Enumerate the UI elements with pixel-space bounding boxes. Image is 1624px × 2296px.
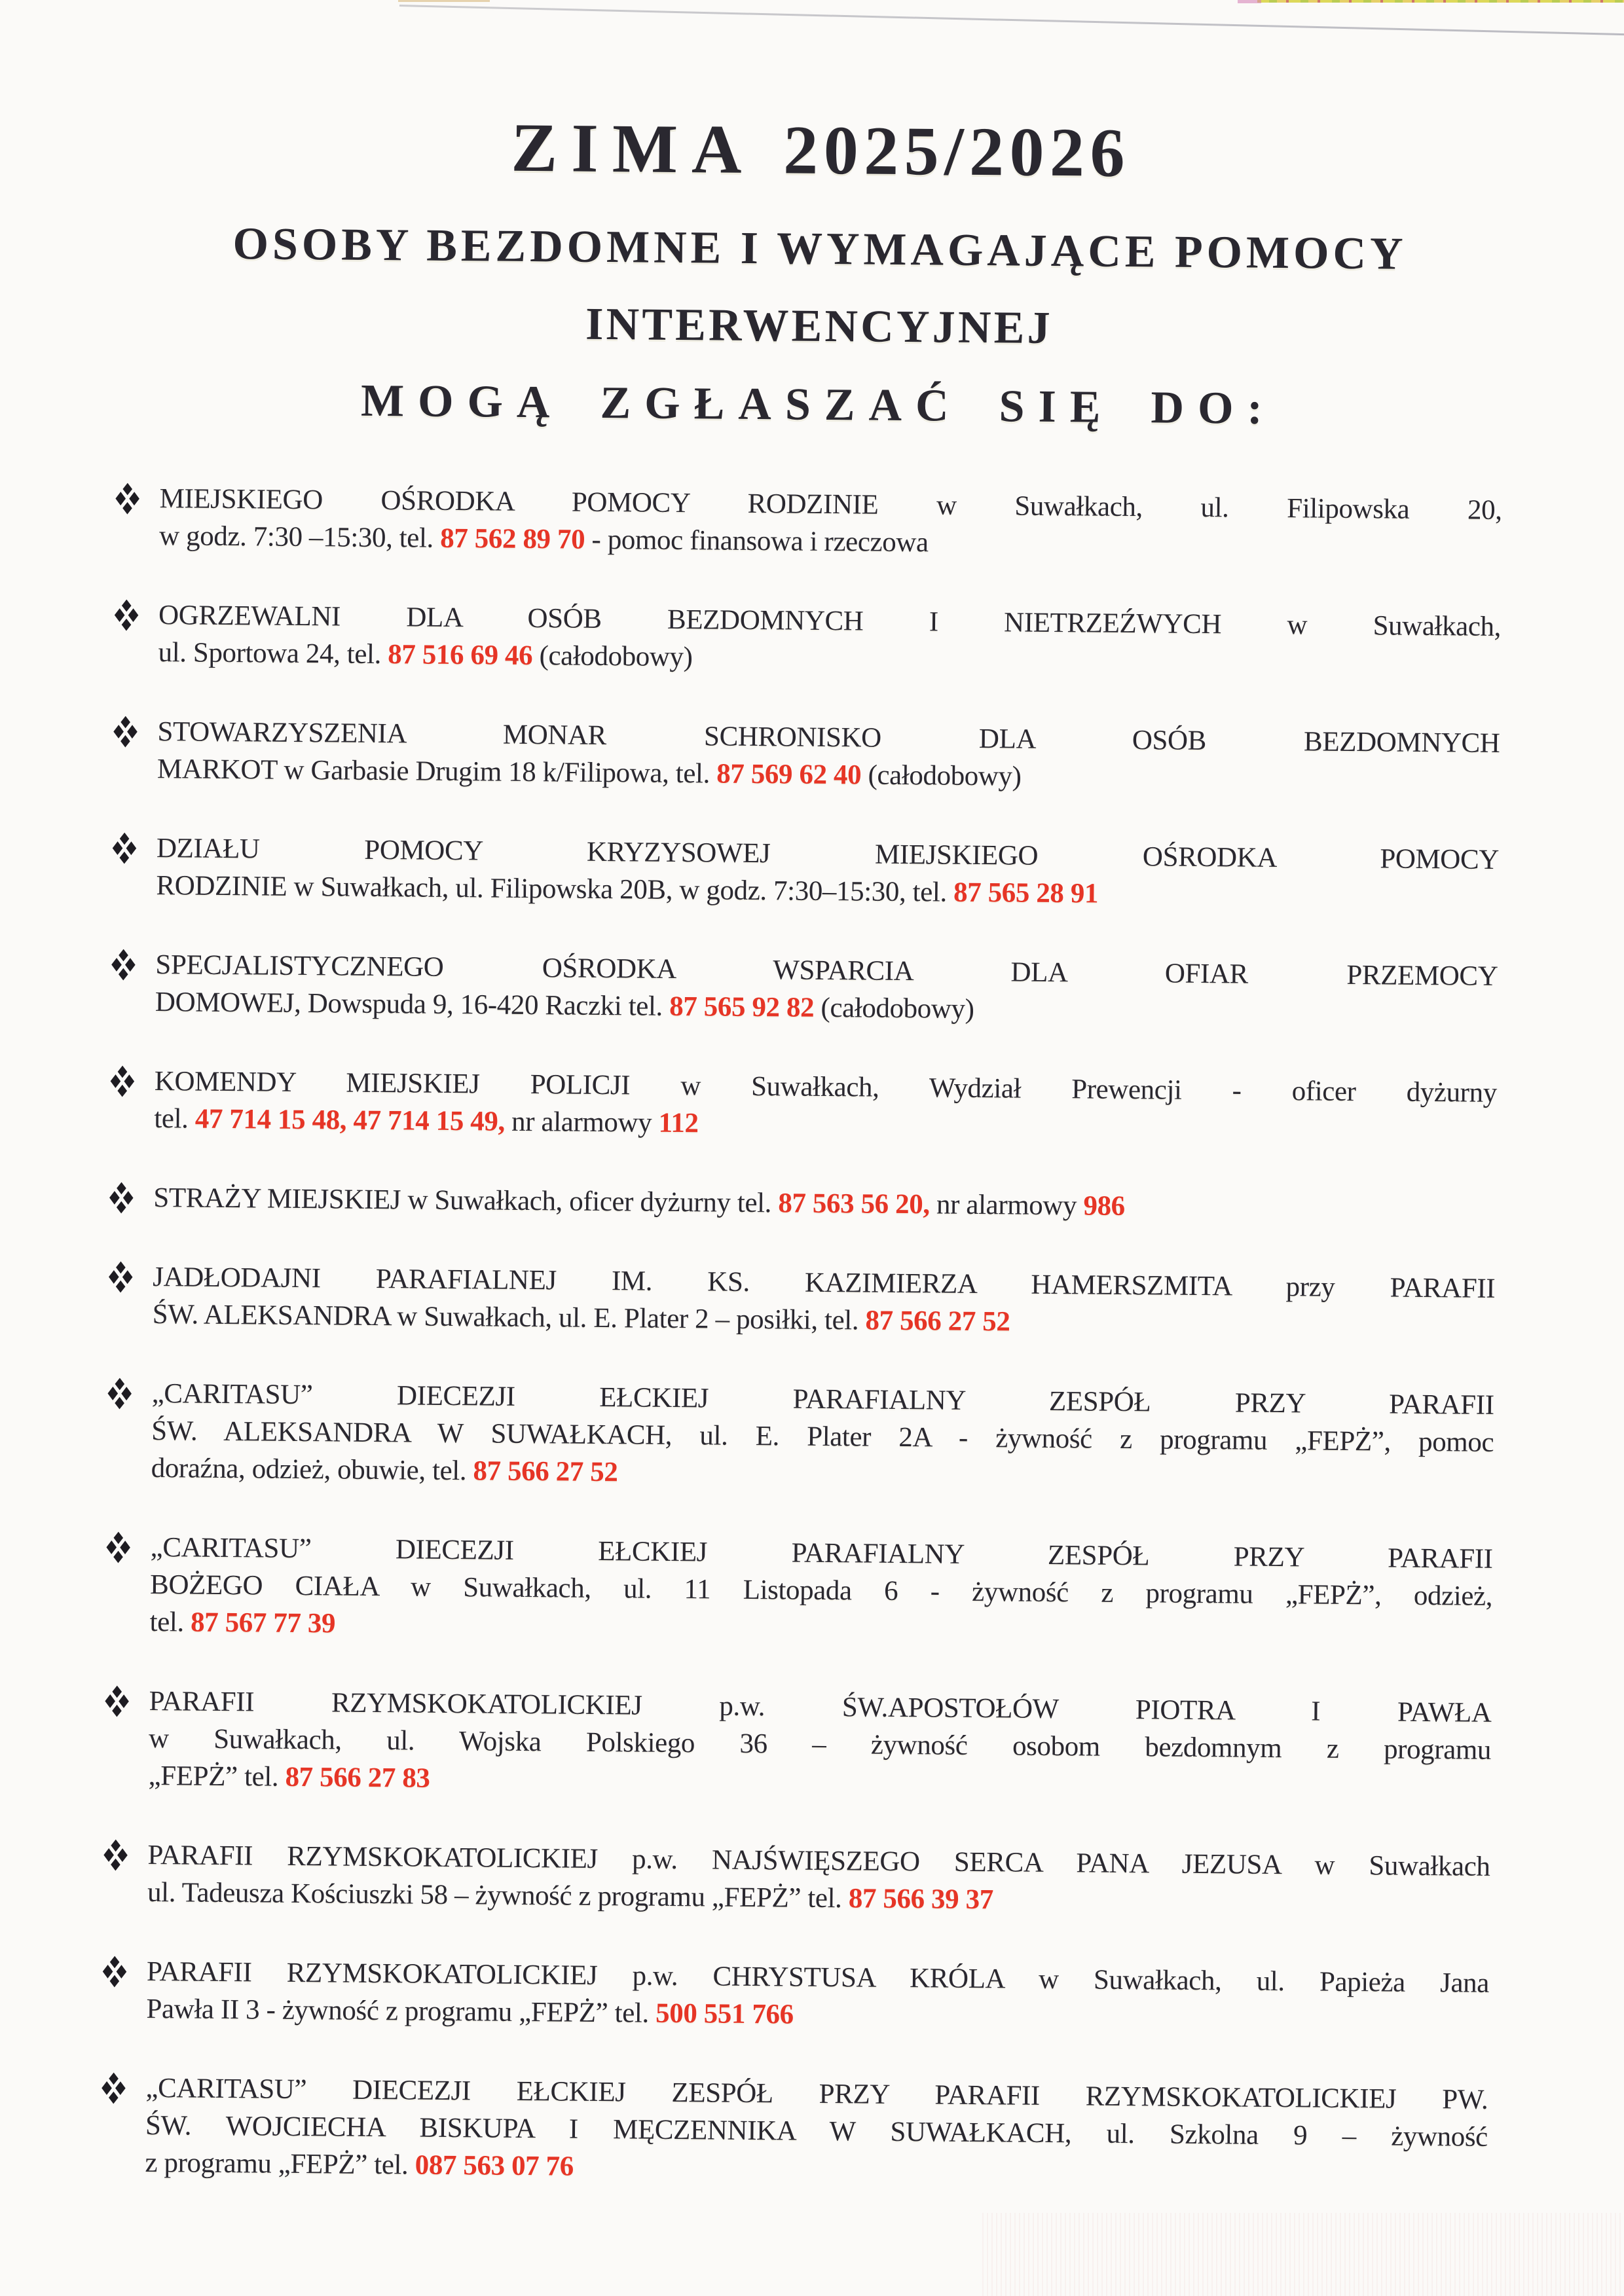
text-segment: DZIAŁU POMOCY KRYZYSOWEJ MIEJSKIEGO OŚRODKA POMOCY xyxy=(156,833,1500,875)
phone-number: 47 714 15 49, xyxy=(353,1104,506,1137)
subtitle-line-2: INTERWENCYJNEJ xyxy=(585,299,1054,354)
text-segment: KOMENDY MIEJSKIEJ POLICJI w Suwałkach, Wydział Prewencji - oficer dyżurny xyxy=(154,1066,1497,1108)
text-segment: (całodobowy) xyxy=(861,759,1022,792)
text-segment: ŚW. ALEKSANDRA w Suwałkach, ul. E. Plater 2 – posiłki, tel. xyxy=(152,1299,866,1336)
diamond-bullet-icon xyxy=(111,832,138,865)
list-item xyxy=(99,2069,1488,2193)
list-item xyxy=(100,1952,1489,2039)
text-segment: „FEPŻ” tel. xyxy=(148,1760,286,1793)
page-title xyxy=(9,109,1624,192)
scan-artifact-pink-speck xyxy=(1238,0,1261,3)
phone-number: 986 xyxy=(1083,1190,1125,1222)
text-segment: tel. xyxy=(149,1607,191,1638)
list-item-text xyxy=(148,1683,1491,1806)
diamond-bullet-icon xyxy=(107,1182,135,1214)
text-segment: „CARITASU” DIECEZJI EŁCKIEJ PARAFIALNY ZESPÓŁ PRZY PARAFII xyxy=(150,1532,1493,1575)
list-item-text xyxy=(156,829,1499,916)
text-segment: doraźna, odzież, obuwie, tel. xyxy=(151,1453,473,1487)
phone-number: 87 566 27 52 xyxy=(473,1455,618,1488)
phone-number: 47 714 15 48, xyxy=(194,1103,347,1136)
list-item-text xyxy=(151,1375,1494,1499)
phone-number: 87 569 62 40 xyxy=(716,758,862,791)
phone-number: 500 551 766 xyxy=(655,1997,794,2030)
text-segment: MARKOT w Garbasie Drugim 18 k/Filipowa, tel. xyxy=(157,754,717,790)
list-item xyxy=(101,1836,1490,1922)
list-item-text xyxy=(155,946,1498,1032)
list-item xyxy=(111,712,1500,799)
text-segment: SPECJALISTYCZNEGO OŚRODKA WSPARCIA DLA OFIAR PRZEMOCY xyxy=(155,949,1498,992)
text-segment: nr alarmowy xyxy=(929,1189,1084,1222)
text-segment: - pomoc finansowa i rzeczowa xyxy=(584,524,929,558)
text-segment xyxy=(346,1105,354,1136)
text-segment: w godz. 7:30 –15:30, tel. xyxy=(158,520,441,554)
text-segment: Pawła II 3 - żywność z programu „FEPŻ” tel. xyxy=(146,1994,656,2029)
diamond-bullet-icon xyxy=(109,1065,136,1098)
title-season: ZIMA xyxy=(511,109,756,189)
scan-artifact-top-right-strip xyxy=(1257,0,1624,3)
list-item xyxy=(109,945,1498,1032)
list-item xyxy=(103,1528,1492,1652)
text-segment: PARAFII RZYMSKOKATOLICKIEJ p.w. NAJŚWIĘSZEGO SERCA PANA JEZUSA w Suwałkach xyxy=(147,1840,1490,1882)
list-item-text xyxy=(154,1063,1497,1149)
diamond-bullet-icon xyxy=(101,1839,129,1872)
text-segment: DOMOWEJ, Dowspuda 9, 16-420 Raczki tel. xyxy=(155,987,670,1022)
text-segment: (całodobowy) xyxy=(813,992,974,1025)
contact-list xyxy=(99,479,1502,2234)
diamond-bullet-icon xyxy=(113,599,140,632)
phone-number: 87 562 89 70 xyxy=(440,522,585,555)
text-segment: nr alarmowy xyxy=(504,1106,659,1139)
list-item-text xyxy=(158,596,1501,683)
phone-number: 87 565 28 91 xyxy=(953,877,1099,909)
diamond-bullet-icon xyxy=(100,2072,127,2105)
text-segment: RODZINIE w Suwałkach, ul. Filipowska 20B, w godz. 7:30–15:30, tel. xyxy=(156,870,954,908)
list-item-text xyxy=(153,1258,1496,1345)
diamond-bullet-icon xyxy=(104,1531,132,1564)
list-item-text xyxy=(147,1836,1490,1923)
list-item-text xyxy=(149,1529,1492,1652)
text-segment: ul. Tadeusza Kościuszki 58 – żywność z programu „FEPŻ” tel. xyxy=(147,1877,849,1914)
text-segment: „CARITASU” DIECEZJI EŁCKIEJ PARAFIALNY ZESPÓŁ PRZY PARAFII xyxy=(151,1378,1494,1421)
list-item-text xyxy=(157,713,1500,799)
text-segment: z programu „FEPŻ” tel. xyxy=(145,2147,415,2181)
list-item-text xyxy=(159,480,1502,566)
title-years: 2025/2026 xyxy=(783,111,1131,192)
text-segment: (całodobowy) xyxy=(532,640,693,673)
list-item-text xyxy=(146,1953,1489,2039)
list-item xyxy=(108,1062,1497,1148)
text-segment: BOŻEGO CIAŁA w Suwałkach, ul. 11 Listopada 6 - żywność z programu „FEPŻ”, odzież, xyxy=(149,1569,1493,1612)
phone-number: 87 566 27 52 xyxy=(865,1305,1010,1338)
text-segment: ŚW. WOJCIECHA BISKUPA I MĘCZENNIKA W SUWAŁKACH, ul. Szkolna 9 – żywność xyxy=(145,2109,1488,2153)
text-segment: PARAFII RZYMSKOKATOLICKIEJ p.w. CHRYSTUSA KRÓLA w Suwałkach, ul. Papieża Jana xyxy=(146,1956,1490,1999)
phone-number: 87 566 27 83 xyxy=(285,1761,430,1794)
list-item xyxy=(107,1258,1496,1344)
scan-artifact-top-left-strip xyxy=(398,0,490,2)
diamond-bullet-icon xyxy=(109,949,137,981)
list-item-text xyxy=(153,1179,1496,1228)
diamond-bullet-icon xyxy=(111,716,139,748)
text-segment: w Suwałkach, ul. Wojska Polskiego 36 – żywność osobom bezdomnym z programu xyxy=(148,1723,1492,1766)
diamond-bullet-icon xyxy=(113,483,141,515)
list-item xyxy=(112,596,1501,682)
text-segment: STOWARZYSZENIA MONAR SCHRONISKO DLA OSÓB BEZDOMNYCH xyxy=(157,716,1500,759)
list-item xyxy=(102,1682,1491,1806)
phone-number: 87 567 77 39 xyxy=(190,1607,336,1639)
text-segment: tel. xyxy=(154,1103,196,1135)
text-segment: ul. Sportowa 24, tel. xyxy=(158,637,388,670)
list-item xyxy=(105,1374,1494,1498)
phone-number: 87 565 92 82 xyxy=(669,991,815,1023)
list-item xyxy=(107,1178,1496,1228)
text-segment: „CARITASU” DIECEZJI EŁCKIEJ ZESPÓŁ PRZY PARAFII RZYMSKOKATOLICKIEJ PW. xyxy=(145,2072,1488,2115)
diamond-bullet-icon xyxy=(101,1956,128,1988)
diamond-bullet-icon xyxy=(105,1377,133,1410)
phone-number: 087 563 07 76 xyxy=(415,2149,574,2182)
phone-number: 112 xyxy=(658,1107,699,1139)
text-segment: MIEJSKIEGO OŚRODKA POMOCY RODZINIE w Suwałkach, ul. Filipowska 20, xyxy=(159,483,1502,526)
list-item xyxy=(113,479,1502,566)
list-item-text xyxy=(145,2069,1488,2193)
text-segment: PARAFII RZYMSKOKATOLICKIEJ p.w. ŚW.APOSTOŁÓW PIOTRA I PAWŁA xyxy=(149,1686,1492,1728)
text-segment: OGRZEWALNI DLA OSÓB BEZDOMNYCH I NIETRZEŹWYCH w Suwałkach, xyxy=(158,600,1502,642)
list-item xyxy=(110,829,1499,915)
text-segment: STRAŻY MIEJSKIEJ w Suwałkach, oficer dyżurny tel. xyxy=(153,1182,779,1219)
text-segment: JADŁODAJNI PARAFIALNEJ IM. KS. KAZIMIERZA HAMERSZMITA przy PARAFII xyxy=(153,1262,1496,1304)
text-line xyxy=(153,1179,1496,1228)
phone-number: 87 566 39 37 xyxy=(848,1883,993,1916)
subtitle-line-1: OSOBY BEZDOMNE I WYMAGAJĄCE POMOCY xyxy=(232,219,1407,280)
phone-number: 87 563 56 20, xyxy=(778,1188,930,1220)
diamond-bullet-icon xyxy=(103,1685,130,1718)
subtitle-line-3: MOGĄ ZGŁASZAĆ SIĘ DO: xyxy=(360,375,1277,434)
diamond-bullet-icon xyxy=(107,1261,134,1294)
phone-number: 87 516 69 46 xyxy=(388,639,533,672)
text-segment: ŚW. ALEKSANDRA W SUWAŁKACH, ul. E. Plater 2A - żywność z programu „FEPŻ”, pomoc xyxy=(151,1415,1494,1458)
